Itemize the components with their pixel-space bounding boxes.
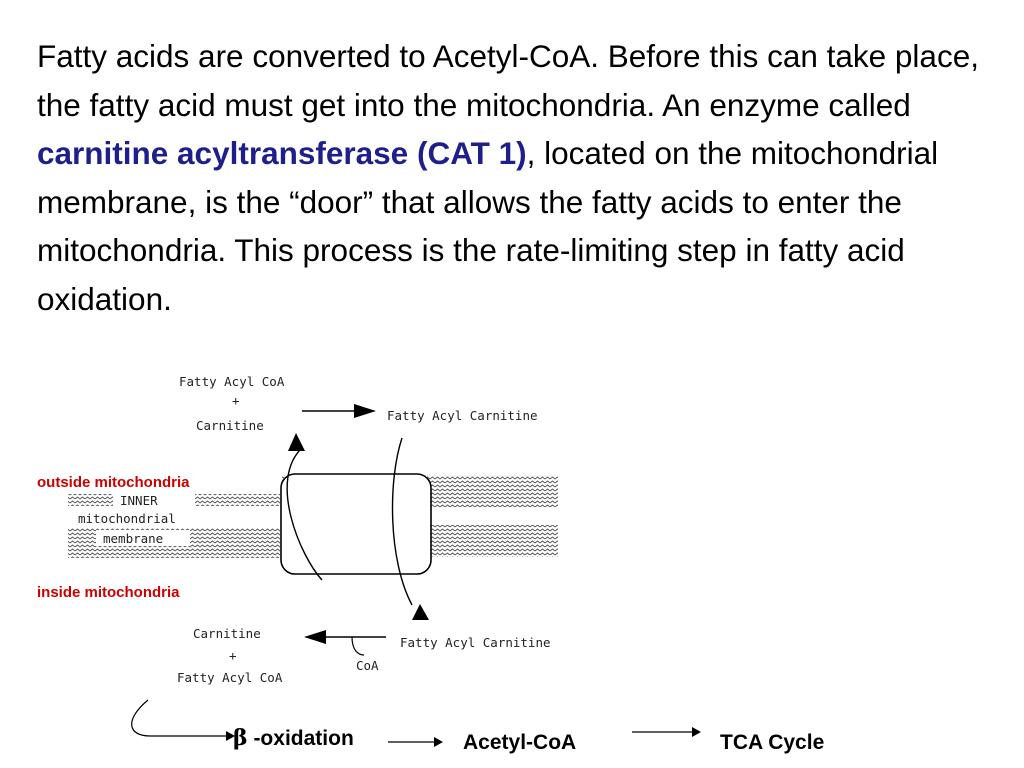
- outside-mitochondria-label: outside mitochondria: [37, 474, 190, 491]
- paragraph-tail: , located on the mitochondrial membrane, is the “door” that allows the fatty acids to enter the mitochondria. This process is the rate-limiting step in fatty acid oxidation.: [37, 135, 939, 317]
- inside-mitochondria-label: inside mitochondria: [37, 584, 180, 601]
- beta-oxidation-label: [233, 725, 354, 751]
- membrane-label-mitochondrial: mitochondrial: [78, 511, 176, 526]
- arrow-to-tca-head: [692, 727, 701, 737]
- arrow-to-acetyl-coa-head: [434, 737, 443, 747]
- enzyme-name: carnitine acyltransferase (CAT 1): [37, 135, 527, 171]
- top-product-fatty-acyl-carnitine: Fatty Acyl Carnitine: [387, 408, 538, 423]
- top-reactant-fatty-acyl-coa: Fatty Acyl CoA: [179, 374, 285, 389]
- top-plus: +: [232, 393, 240, 408]
- bottom-product-carnitine: Carnitine: [193, 626, 261, 641]
- membrane-label-membrane: membrane: [103, 531, 164, 546]
- tca-cycle-label: TCA Cycle: [720, 731, 825, 754]
- membrane-label-inner: INNER: [120, 493, 158, 508]
- pathway-entry-curve: [132, 700, 228, 736]
- bottom-reaction-arrowhead: [304, 630, 326, 644]
- top-reactant-carnitine: Carnitine: [196, 418, 264, 433]
- bottom-plus: +: [229, 648, 237, 663]
- bottom-cofactor-coa: CoA: [356, 658, 379, 673]
- beta-oxidation-text: -oxidation: [247, 727, 354, 750]
- bottom-reactant-fatty-acyl-carnitine: Fatty Acyl Carnitine: [400, 635, 551, 650]
- bottom-product-fatty-acyl-coa: Fatty Acyl CoA: [177, 670, 283, 685]
- cat1-transporter: [281, 474, 431, 574]
- beta-symbol: β: [233, 725, 248, 751]
- acetyl-coa-label: Acetyl-CoA: [463, 731, 577, 754]
- curve-right-arrowhead: [412, 604, 429, 620]
- top-reaction-arrowhead: [354, 404, 376, 418]
- coa-release-curve: [352, 637, 364, 655]
- paragraph-lead: Fatty acids are converted to Acetyl-CoA. Before this can take place, the fatty acid must get into the mitochondria. An enzyme called: [37, 38, 979, 123]
- curve-left-arrowhead: [288, 433, 305, 451]
